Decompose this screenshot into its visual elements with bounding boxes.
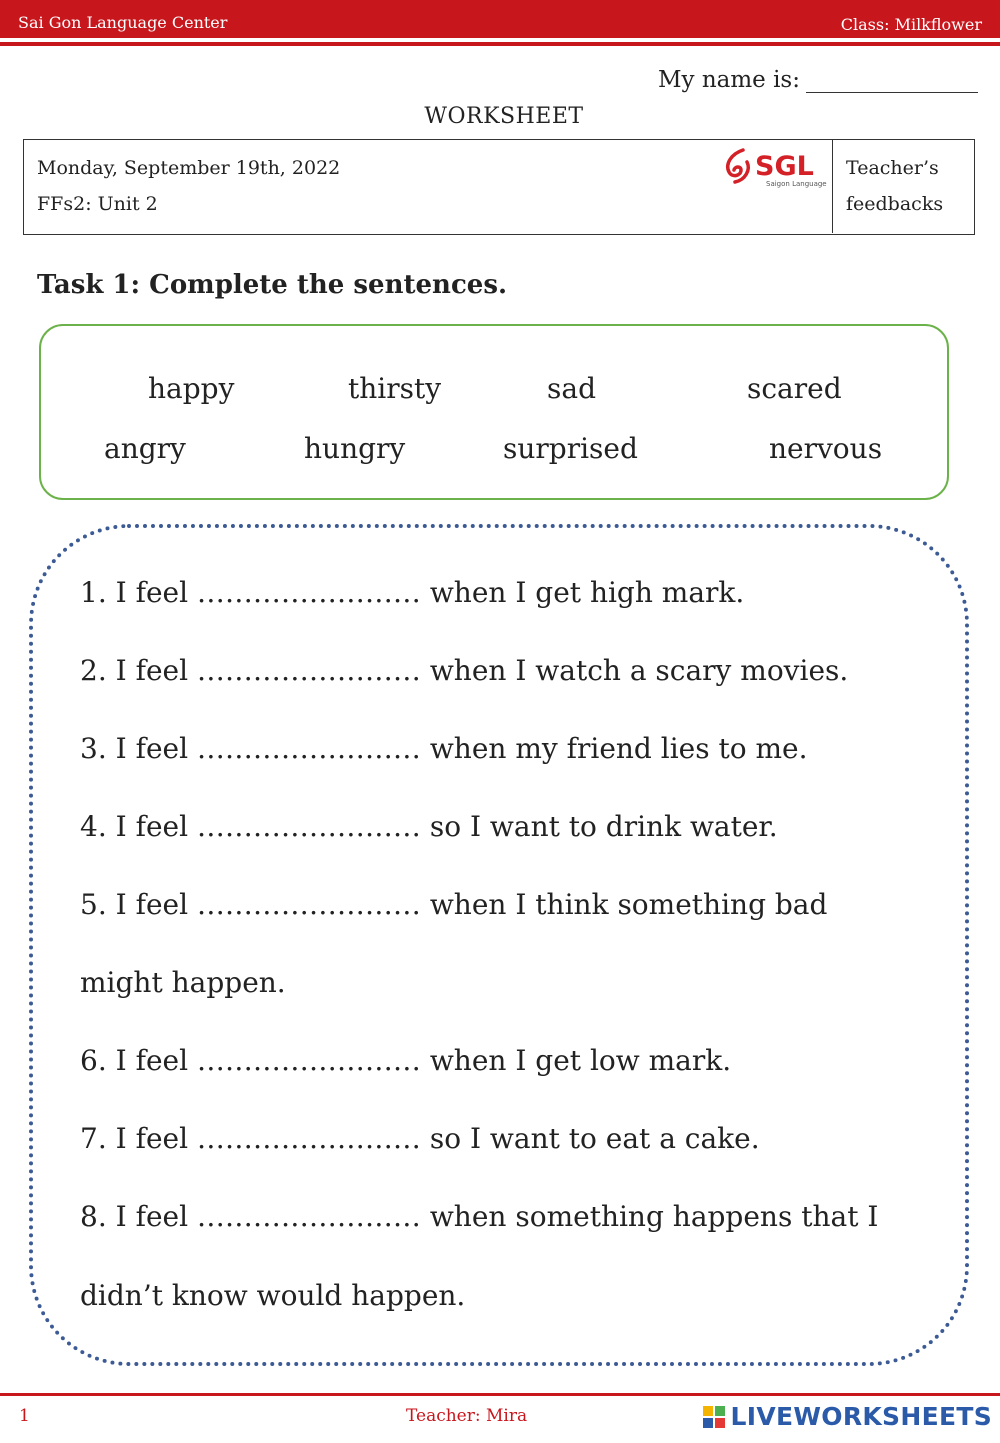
logo-subtext: Saigon Language bbox=[766, 180, 827, 188]
logo-text: SGL bbox=[755, 151, 814, 182]
word-bank-item: surprised bbox=[503, 432, 638, 465]
task-title: Task 1: Complete the sentences. bbox=[37, 270, 508, 300]
sentence-line: 3. I feel …………………… when my friend lies to me. bbox=[80, 732, 808, 765]
word-bank-item: nervous bbox=[769, 432, 883, 465]
worksheet-title: WORKSHEET bbox=[424, 104, 584, 129]
sentence-line: 4. I feel …………………… so I want to drink water. bbox=[80, 810, 778, 843]
sentence-line: 2. I feel …………………… when I watch a scary movies. bbox=[80, 654, 849, 687]
sgl-logo bbox=[721, 146, 831, 190]
feedback-cell bbox=[832, 140, 975, 233]
class-label: Class: Milkflower bbox=[840, 15, 982, 34]
header-divider bbox=[0, 42, 1000, 46]
sentence-line: 6. I feel …………………… when I get low mark. bbox=[80, 1044, 732, 1077]
sentence-line: 1. I feel …………………… when I get high mark. bbox=[80, 576, 745, 609]
word-bank-item: thirsty bbox=[348, 372, 442, 405]
header-bar bbox=[0, 0, 1000, 38]
sentence-line: 7. I feel …………………… so I want to eat a cake. bbox=[80, 1122, 760, 1155]
footer-divider bbox=[0, 1393, 1000, 1396]
liveworksheets-logo-icon bbox=[702, 1404, 728, 1430]
name-row bbox=[658, 62, 978, 93]
sentence-line: 8. I feel …………………… when something happens that I bbox=[80, 1200, 879, 1233]
word-bank-box bbox=[39, 324, 949, 500]
sentences-box bbox=[29, 524, 969, 1366]
feedback-label-line1: Teacher’s bbox=[846, 157, 939, 179]
word-bank-item: hungry bbox=[304, 432, 406, 465]
word-bank-item: angry bbox=[104, 432, 186, 465]
sentence-line: 5. I feel …………………… when I think something bad bbox=[80, 888, 828, 921]
feedback-label-line2: feedbacks bbox=[846, 193, 944, 215]
sentence-line-continued: might happen. bbox=[80, 966, 286, 999]
lesson-unit: FFs2: Unit 2 bbox=[37, 193, 158, 215]
liveworksheets-watermark bbox=[702, 1402, 992, 1431]
watermark-text: LIVEWORKSHEETS bbox=[730, 1402, 992, 1431]
word-bank-item: scared bbox=[747, 372, 842, 405]
center-name: Sai Gon Language Center bbox=[18, 13, 228, 32]
teacher-name: Teacher: Mira bbox=[406, 1406, 528, 1426]
word-bank-item: sad bbox=[547, 372, 596, 405]
lesson-date: Monday, September 19th, 2022 bbox=[37, 157, 341, 179]
page-number: 1 bbox=[19, 1406, 30, 1426]
word-bank-item: happy bbox=[148, 372, 235, 405]
info-table bbox=[23, 139, 975, 235]
name-input-line[interactable] bbox=[806, 62, 978, 93]
sentence-line-continued: didn’t know would happen. bbox=[80, 1279, 466, 1312]
name-label: My name is: bbox=[657, 67, 800, 93]
